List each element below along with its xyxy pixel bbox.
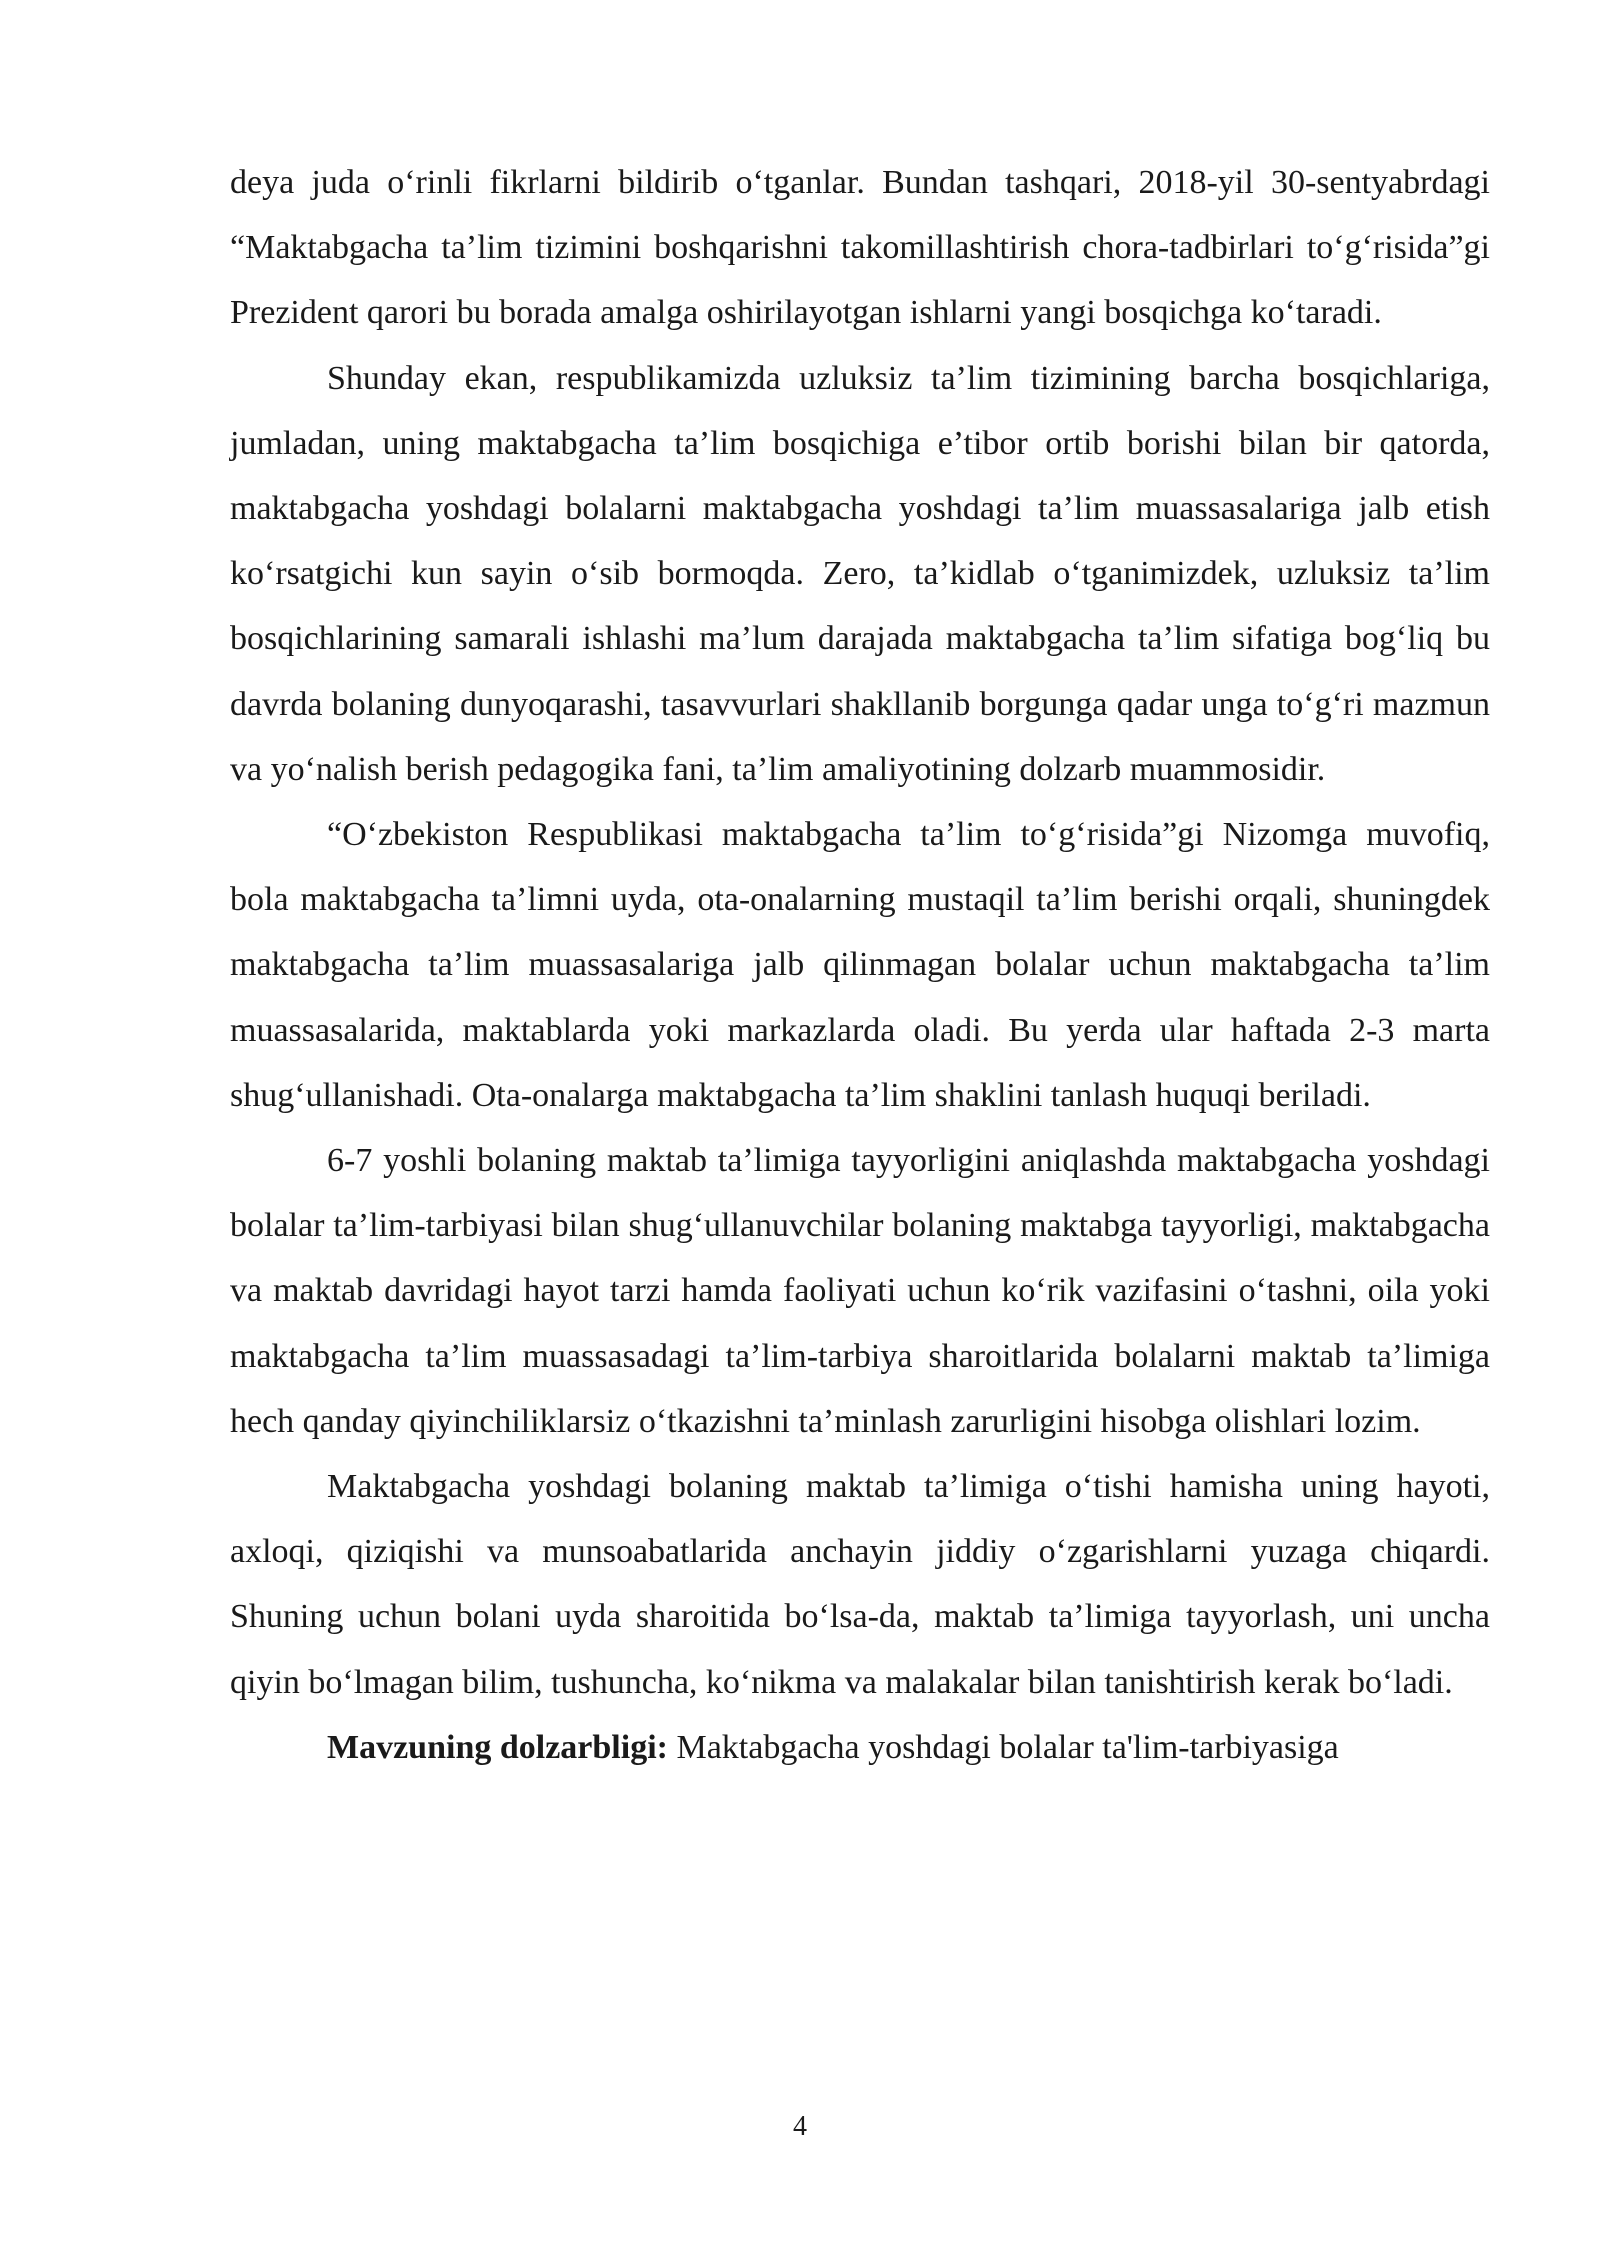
page-number: 4	[793, 2111, 807, 2142]
paragraph-3: “O‘zbekiston Respublikasi maktabgacha ta’lim to‘g‘risida”gi Nizomga muvofiq, bola maktabgacha ta’limni uyda, ota-onalarning mustaqil ta’lim berishi orqali, shuningdek maktabgacha ta’lim muassasalariga jalb qilinmagan bolalar uchun maktabgacha ta’lim muassasalarida, maktablarda yoki markazlarda oladi. Bu yerda ular haftada 2-3 marta shug‘ullanishadi. Ota-onalarga maktabgacha ta’lim shaklini tanlash huquqi beriladi.	[230, 816, 1490, 1114]
paragraph-4: 6-7 yoshli bolaning maktab ta’limiga tayyorligini aniqlashda maktabgacha yoshdagi bolalar ta’lim-tarbiyasi bilan shug‘ullanuvchilar bolaning maktabga tayyorligi, maktabgacha va maktab davridagi hayot tarzi hamda faoliyati uchun ko‘rik vazifasini o‘tashni, oila yoki maktabgacha ta’lim muassasadagi ta’lim-tarbiya sharoitlarida bolalarni maktab ta’limiga hech qanday qiyinchiliklarsiz o‘tkazishni ta’minlash zarurligini hisobga olishlari lozim.	[230, 1142, 1490, 1440]
paragraph-6-text: Maktabgacha yoshdagi bolalar ta'lim-tarbiyasiga	[676, 1728, 1339, 1766]
paragraph-1: deya juda o‘rinli fikrlarni bildirib o‘tganlar. Bundan tashqari, 2018-yil 30-sentyabrdagi “Maktabgacha ta’lim tizimini boshqarishni takomillashtirish chora-tadbirlari to‘g‘risida”gi Prezident qarori bu borada amalga oshirilayotgan ishlarni yangi bosqichga ko‘taradi.	[230, 164, 1490, 332]
paragraph-6	[230, 1715, 1490, 1780]
section-heading-relevance: Mavzuning dolzarbligi:	[327, 1728, 668, 1766]
paragraph-2: Shunday ekan, respublikamizda uzluksiz ta’lim tizimining barcha bosqichlariga, jumladan, uning maktabgacha ta’lim bosqichiga e’tibor ortib borishi bilan bir qatorda, maktabgacha yoshdagi bolalarni maktabgacha yoshdagi ta’lim muassasalariga jalb etish ko‘rsatgichi kun sayin o‘sib bormoqda. Zero, ta’kidlab o‘tganimizdek, uzluksiz ta’lim bosqichlarining samarali ishlashi ma’lum darajada maktabgacha ta’lim sifatiga bog‘liq bu davrda bolaning dunyoqarashi, tasavvurlari shakllanib borgunga qadar unga to‘g‘ri mazmun va yo‘nalish berish pedagogika fani, ta’lim amaliyotining dolzarb muammosidir.	[230, 359, 1490, 788]
paragraph-5: Maktabgacha yoshdagi bolaning maktab ta’limiga o‘tishi hamisha uning hayoti, axloqi, qiziqishi va munsoabatlarida anchayin jiddiy o‘zgarishlarni yuzaga chiqardi. Shuning uchun bolani uyda sharoitida bo‘lsa-da, maktab ta’limiga tayyorlash, uni uncha qiyin bo‘lmagan bilim, tushuncha, ko‘nikma va malakalar bilan tanishtirish kerak bo‘ladi.	[230, 1468, 1490, 1701]
document-body	[230, 150, 1490, 1780]
